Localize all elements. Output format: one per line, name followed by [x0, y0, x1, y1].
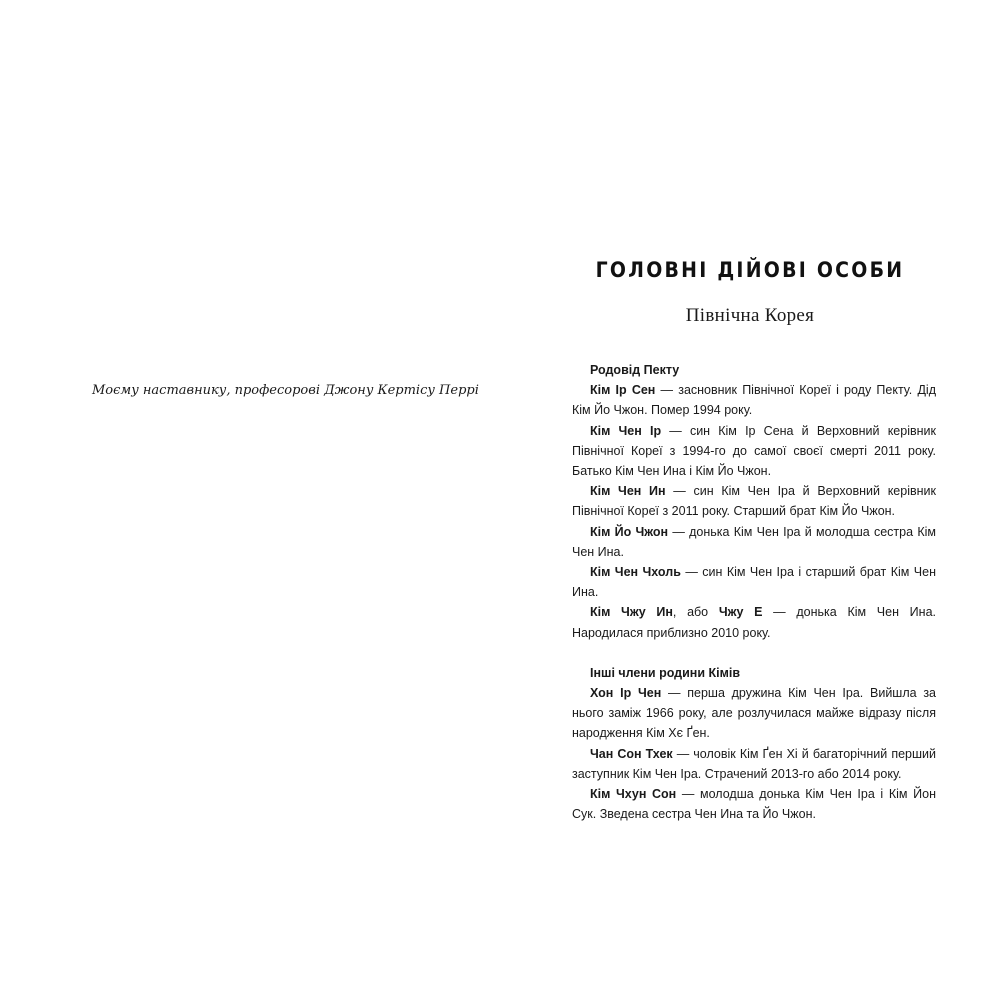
- right-page: [500, 0, 1000, 1000]
- character-name: Кім Чен Ір: [590, 423, 662, 438]
- character-description: — донька Кім Чен Ина. Народилася приблизно 2010 року.: [572, 605, 936, 640]
- character-entry: [572, 380, 936, 420]
- group-heading-paektu: Родовід Пекту: [590, 363, 680, 377]
- page-subtitle: Північна Корея: [685, 305, 815, 326]
- character-description: — син Кім Чен Іра й Верховний керівник Північної Кореї з 2011 року. Старший брат Кім Йо Чжон.: [572, 484, 936, 519]
- character-description: — чоловік Кім Ґен Хі й багаторічний перший заступник Кім Чен Іра. Страчений 2013-го або 2014 року.: [572, 746, 937, 781]
- character-description: — син Кім Ір Сена й Верховний керівник Північної Кореї з 1994-го до самої своєї смерті 2011 року. Батько Кім Чен Ина і Кім Йо Чжон.: [572, 423, 936, 479]
- character-name: Кім Ір Сен: [590, 383, 656, 398]
- character-name: Чан Сон Тхек: [590, 746, 673, 761]
- character-entry: [572, 744, 936, 784]
- character-entry: [572, 683, 936, 744]
- character-entry: [572, 562, 936, 602]
- page-title: ГОЛОВНІ ДІЙОВІ ОСОБИ: [595, 258, 905, 282]
- character-description: — перша дружина Кім Чен Іра. Вийшла за нього заміж 1966 року, але розлучилася майже відразу після народження Кім Хє Ґен.: [572, 686, 937, 741]
- character-entry: [572, 481, 936, 521]
- group-heading-kim-family: Інші члени родини Кімів: [590, 665, 741, 680]
- character-description: — донька Кім Чен Іра й молодша сестра Кім Чен Ина.: [572, 524, 936, 559]
- character-entry: [572, 421, 936, 482]
- character-list: [572, 360, 936, 824]
- character-description: — засновник Північної Кореї і роду Пекту. Дід Кім Йо Чжон. Помер 1994 року.: [572, 383, 937, 418]
- character-entry: [572, 602, 936, 642]
- dedication: Моєму наставнику, професорові Джону Кертісу Перрі: [92, 383, 479, 398]
- character-name: Кім Чхун Сон: [590, 787, 677, 802]
- character-entry: [572, 522, 936, 562]
- character-connector: , або: [672, 605, 719, 620]
- character-name: Кім Чжу Ин: [590, 605, 673, 620]
- character-name: Кім Чен Чхоль: [590, 565, 681, 580]
- character-entry: [572, 784, 936, 824]
- character-description: — син Кім Чен Іра і старший брат Кім Чен Ина.: [572, 565, 936, 600]
- character-alt-name: Чжу Е: [718, 605, 763, 620]
- character-name: Хон Ір Чен: [590, 686, 662, 701]
- character-name: Кім Чен Ин: [590, 484, 666, 499]
- character-name: Кім Йо Чжон: [590, 524, 669, 539]
- character-description: — молодша донька Кім Чен Іра і Кім Йон Сук. Зведена сестра Чен Ина та Йо Чжон.: [572, 787, 936, 822]
